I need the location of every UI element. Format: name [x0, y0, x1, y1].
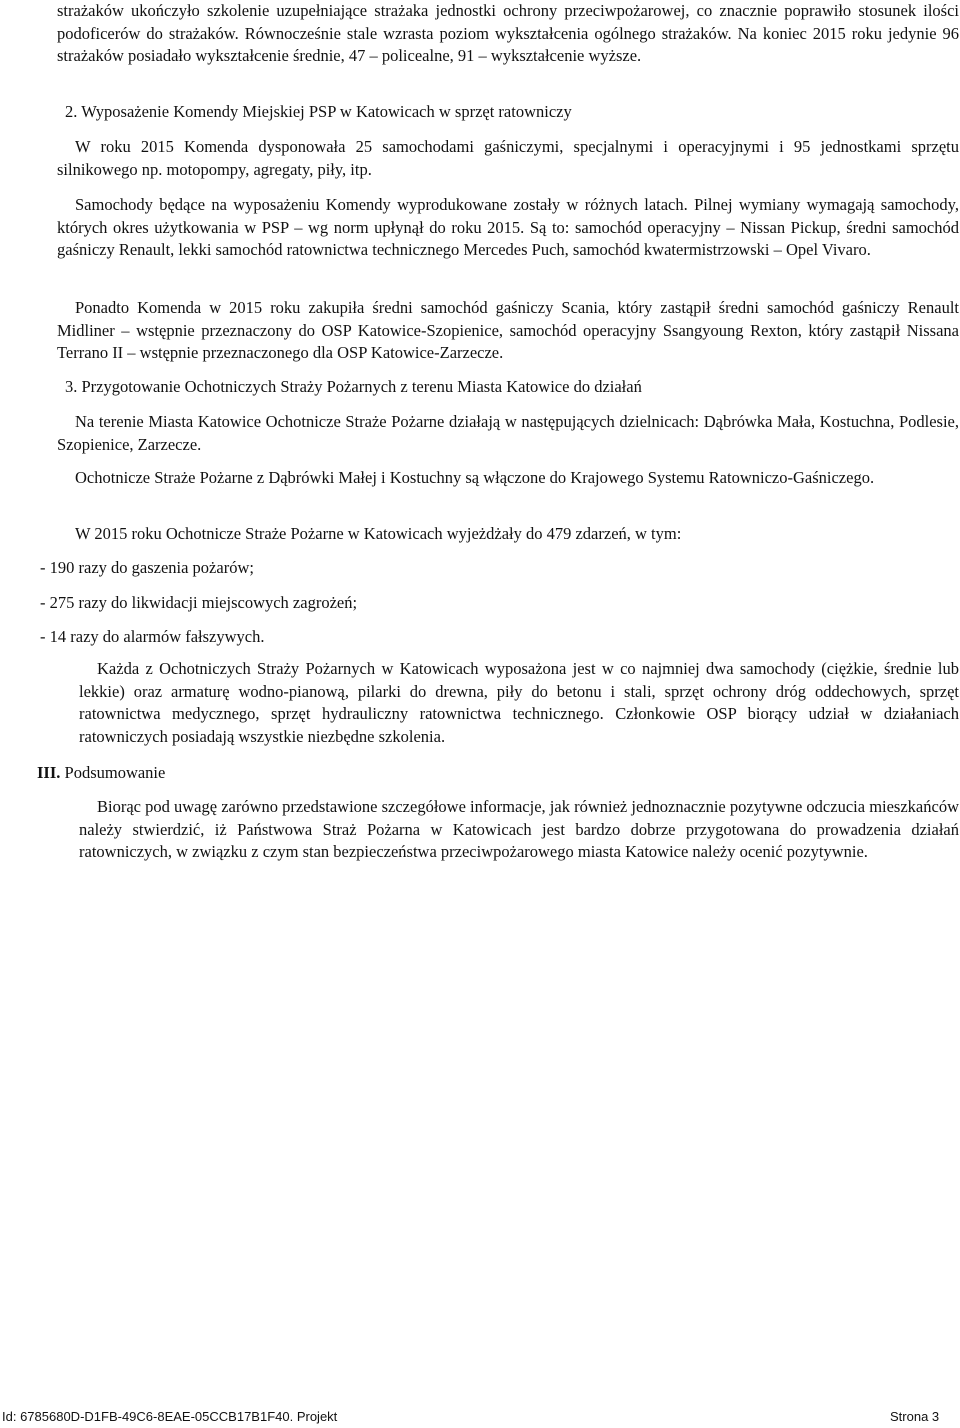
- summary-title: Podsumowanie: [64, 763, 166, 782]
- section-3-paragraph-1: Na terenie Miasta Katowice Ochotnicze Straże Pożarne działają w następujących dzielnicach: Dąbrówka Mała, Kostuchna, Podlesie, Szopienice, Zarzecze.: [57, 412, 959, 454]
- section-2-number: 2.: [65, 102, 78, 121]
- list-item: - 14 razy do alarmów fałszywych.: [40, 627, 265, 646]
- intro-paragraph: strażaków ukończyło szkolenie uzupełniające strażaka jednostki ochrony przeciwpożarowej, co znacznie poprawiło stosunek ilości podoficerów do strażaków. Równocześnie stale wzrasta poziom wykształcenia ogólnego strażaków. Na koniec 2015 roku jedynie 96 strażaków posiadało wykształcenie średnie, 47 – policealne, 91 – wykształcenie wyższe.: [57, 1, 959, 65]
- section-3-number: 3.: [65, 377, 78, 396]
- list-item: - 190 razy do gaszenia pożarów;: [40, 558, 254, 577]
- section-2-title: Wyposażenie Komendy Miejskiej PSP w Katowicach w sprzęt ratowniczy: [81, 102, 572, 121]
- summary-heading: [37, 762, 165, 785]
- section-3-paragraph-2: Ochotnicze Straże Pożarne z Dąbrówki Małej i Kostuchny są włączone do Krajowego Systemu Ratowniczo-Gaśniczego.: [75, 468, 875, 487]
- footer-page-number: Strona 3: [890, 1409, 940, 1424]
- section-3-heading: [65, 376, 642, 399]
- section-2-paragraph-2: Samochody będące na wyposażeniu Komendy wyprodukowane zostały w różnych latach. Pilnej wymiany wymagają samochody, których okres użytkowania w PSP – wg norm upłynął do roku 2015. Są to: samochód operacyjny – Nissan Pickup, średni samochód gaśniczy Renault, lekki samochód ratownictwa technicznego Mercedes Puch, samochód kwatermistrzowski – Opel Vivaro.: [57, 195, 959, 259]
- footer-document-id: Id: 6785680D-D1FB-49C6-8EAE-05CCB17B1F40. Projekt: [2, 1409, 338, 1424]
- section-2-paragraph-1: W roku 2015 Komenda dysponowała 25 samochodami gaśniczymi, specjalnymi i operacyjnymi i 95 jednostkami sprzętu silnikowego np. motopompy, agregaty, piły, itp.: [57, 137, 959, 179]
- summary-number: III.: [37, 763, 61, 782]
- section-3-paragraph-3: W 2015 roku Ochotnicze Straże Pożarne w Katowicach wyjeżdżały do 479 zdarzeń, w tym:: [75, 524, 682, 543]
- summary-paragraph: Biorąc pod uwagę zarówno przedstawione szczegółowe informacje, jak również jednoznacznie pozytywne odczucia mieszkańców należy stwierdzić, iż Państwowa Straż Pożarna w Katowicach jest bardzo dobrze przygotowana do prowadzenia działań ratowniczych, w związku z czym stan bezpieczeństwa przeciwpożarowego miasta Katowice należy ocenić pozytywnie.: [79, 797, 959, 861]
- list-item: - 275 razy do likwidacji miejscowych zagrożeń;: [40, 593, 358, 612]
- section-2-heading: [65, 101, 572, 124]
- section-2-paragraph-3: Ponadto Komenda w 2015 roku zakupiła średni samochód gaśniczy Scania, który zastąpił średni samochód gaśniczy Renault Midliner – wstępnie przeznaczony do OSP Katowice-Szopienice, samochód operacyjny Ssangyoung Rexton, który zastąpił Nissana Terrano II – wstępnie przeznaczonego dla OSP Katowice-Zarzecze.: [57, 298, 959, 362]
- section-3-title: Przygotowanie Ochotniczych Straży Pożarnych z terenu Miasta Katowice do działań: [81, 377, 642, 396]
- section-3-paragraph-4: Każda z Ochotniczych Straży Pożarnych w Katowicach wyposażona jest w co najmniej dwa samochody (ciężkie, średnie lub lekkie) oraz armaturę wodno-pianową, pilarki do drewna, piły do betonu i stali, sprzęt ochrony dróg oddechowych, sprzęt ratownictwa medycznego, sprzęt hydrauliczny ratownictwa technicznego. Członkowie OSP biorący udział w działaniach ratowniczych posiadają wszystkie niezbędne szkolenia.: [79, 659, 959, 746]
